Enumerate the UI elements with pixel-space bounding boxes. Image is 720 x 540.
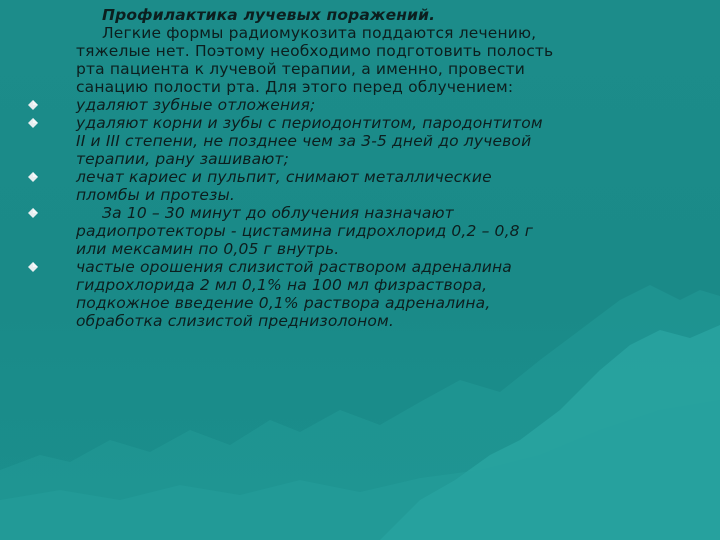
diamond-bullet-icon [28,208,38,218]
intro-line: санацию полости рта. Для этого перед облучением: [76,78,514,96]
bullet-2-line: II и III степени, не позднее чем за 3-5 дней до лучевой [76,132,532,150]
bullet-5-line: подкожное введение 0,1% раствора адреналина, [76,294,491,312]
intro-line: Легкие формы радиомукозита поддаются лечению, [102,24,537,42]
bullet-1-line: удаляют зубные отложения; [76,96,316,114]
intro-line: рта пациента к лучевой терапии, а именно, провести [76,60,525,78]
bullet-5-line: частые орошения слизистой раствором адреналина [76,258,512,276]
diamond-bullet-icon [28,262,38,272]
bullet-2-line: удаляют корни и зубы с периодонтитом, пародонтитом [76,114,543,132]
diamond-bullet-icon [28,172,38,182]
bullet-4-line: За 10 – 30 минут до облучения назначают [102,204,454,222]
slide-title: Профилактика лучевых поражений. [102,6,436,24]
bullet-4-line: радиопротекторы - цистамина гидрохлорид 0,2 – 0,8 г [76,222,534,240]
bullet-3-line: пломбы и протезы. [76,186,235,204]
bullet-5-line: обработка слизистой преднизолоном. [76,312,394,330]
bullet-4-line: или мексамин по 0,05 г внутрь. [76,240,340,258]
diamond-bullet-icon [28,118,38,128]
bullet-3-line: лечат кариес и пульпит, снимают металлические [76,168,492,186]
intro-line: тяжелые нет. Поэтому необходимо подготовить полость [76,42,554,60]
diamond-bullet-icon [28,100,38,110]
bullet-2-line: терапии, рану зашивают; [76,150,289,168]
bullet-5-line: гидрохлорида 2 мл 0,1% на 100 мл физраствора, [76,276,488,294]
